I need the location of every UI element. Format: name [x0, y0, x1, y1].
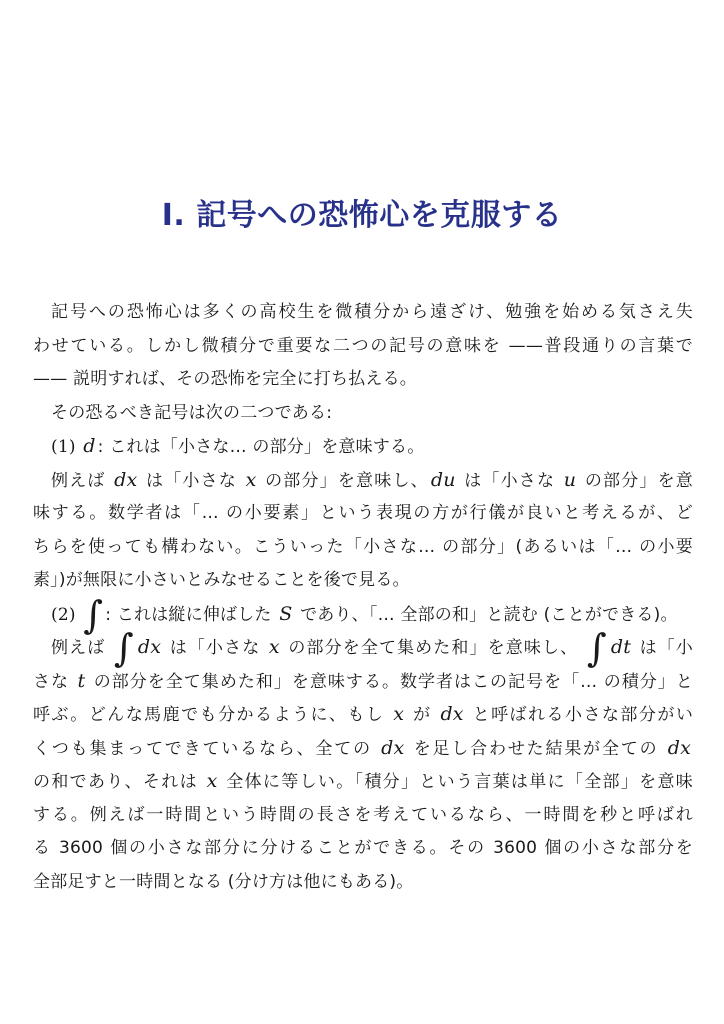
integral-icon: ∫	[83, 592, 104, 637]
paragraph-1-line-1: 記号への恐怖心は多くの高校生を微積分から遠ざけ、勉強を始める気さえ失	[51, 302, 693, 322]
paragraph-3-line-4: 素」)が無限に小さいとみなせることを後で見る。	[33, 570, 410, 590]
math-u: u	[563, 468, 577, 491]
p4-text-a: 例えば	[51, 638, 106, 658]
p4-l3-text-c: と呼ばれる小さな部分がい	[472, 705, 694, 725]
paragraph-4-line-1	[33, 626, 694, 670]
math-dx: dx	[381, 736, 405, 759]
p4-l4-text-a: くつも集まってできているなら、全ての	[33, 738, 372, 759]
paragraph-2: その恐るべき記号は次の二つである:	[51, 402, 333, 423]
p4-l5-text-a: の和であり、それは	[33, 772, 198, 792]
math-dx: dx	[667, 736, 691, 759]
p3-text-b: は「小さな	[146, 470, 237, 491]
p3-text-e: の部分」を意	[584, 470, 693, 491]
math-dx: dx	[137, 636, 162, 658]
math-x: x	[268, 636, 280, 658]
paragraph-3-line-2: 味する。数学者は「… の小要素」という表現の方が行儀が良いと考えるが、ど	[33, 503, 693, 523]
math-x: x	[393, 703, 405, 725]
math-x: x	[245, 468, 257, 491]
math-dt: dt	[610, 636, 632, 658]
body-text	[33, 296, 693, 899]
paragraph-4-line-5	[33, 765, 693, 799]
paragraph-4-line-8: 全部足すと一時間となる (分け方は他にもある)。	[33, 871, 414, 892]
p4-text-d: は「小	[639, 638, 694, 658]
p4-l2-text-a: さな	[33, 671, 70, 692]
paragraph-3-line-3: ちらを使っても構わない。こういった「小さな… の部分」(あるいは「… の小要	[33, 536, 693, 557]
p3-text-d: は「小さな	[464, 470, 556, 491]
p4-l3-text-b: が	[413, 705, 432, 725]
section-title: I. 記号への恐怖心を克服する	[161, 198, 563, 233]
p3-text-a: 例えば	[51, 470, 106, 491]
p4-text-c: の部分を全て集めた和」を意味し、	[288, 638, 579, 658]
paragraph-4-line-3	[33, 698, 693, 732]
math-x: x	[206, 770, 218, 792]
paragraph-3-line-1	[33, 464, 693, 498]
paragraph-4-line-7: る 3600 個の小さな部分に分けることができる。その 3600 個の小さな部分を	[33, 838, 693, 858]
item-1-text: : これは「小さな… の部分」を意味する。	[97, 437, 425, 457]
p4-l2-text-b: の部分を全て集めた和」を意味する。数学者はこの記号を「… の積分」と	[93, 671, 693, 692]
item-1-label: (1)	[51, 437, 76, 457]
symbol-d: d	[83, 435, 96, 457]
item-2-text-a: : これは縦に伸ばした	[105, 604, 272, 625]
paragraph-1-line-3: —— 説明すれば、その恐怖を完全に打ち払える。	[33, 369, 418, 389]
math-dx: dx	[440, 703, 464, 725]
math-S: S	[279, 602, 293, 625]
paragraph-4-line-6: する。例えば一時間という時間の長さを考えているなら、一時間を秒と呼ばれ	[33, 804, 693, 825]
math-dx: dx	[114, 468, 138, 491]
integral-icon: ∫	[113, 626, 134, 670]
p4-l5-text-b: 全体に等しい。「積分」という言葉は単に「全部」を意味	[226, 772, 693, 792]
integral-icon: ∫	[586, 626, 607, 670]
p4-l3-text-a: 呼ぶ。どんな馬鹿でも分かるように、もし	[33, 705, 385, 725]
math-t: t	[77, 669, 86, 692]
paragraph-1-line-2: わせている。しかし微積分で重要な二つの記号の意味を ——普段通りの言葉で	[33, 335, 693, 356]
item-2-text-b: であり、「… 全部の和」と読む (ことができる)。	[300, 604, 678, 625]
item-2-label: (2)	[51, 604, 76, 625]
math-du: du	[430, 468, 456, 491]
p3-text-c: の部分」を意味し、	[265, 470, 429, 491]
item-1	[33, 430, 693, 464]
p4-text-b: は「小さな	[169, 638, 261, 658]
paragraph-4-line-4	[33, 732, 693, 766]
p4-l4-text-b: を足し合わせた結果が全ての	[413, 738, 659, 759]
